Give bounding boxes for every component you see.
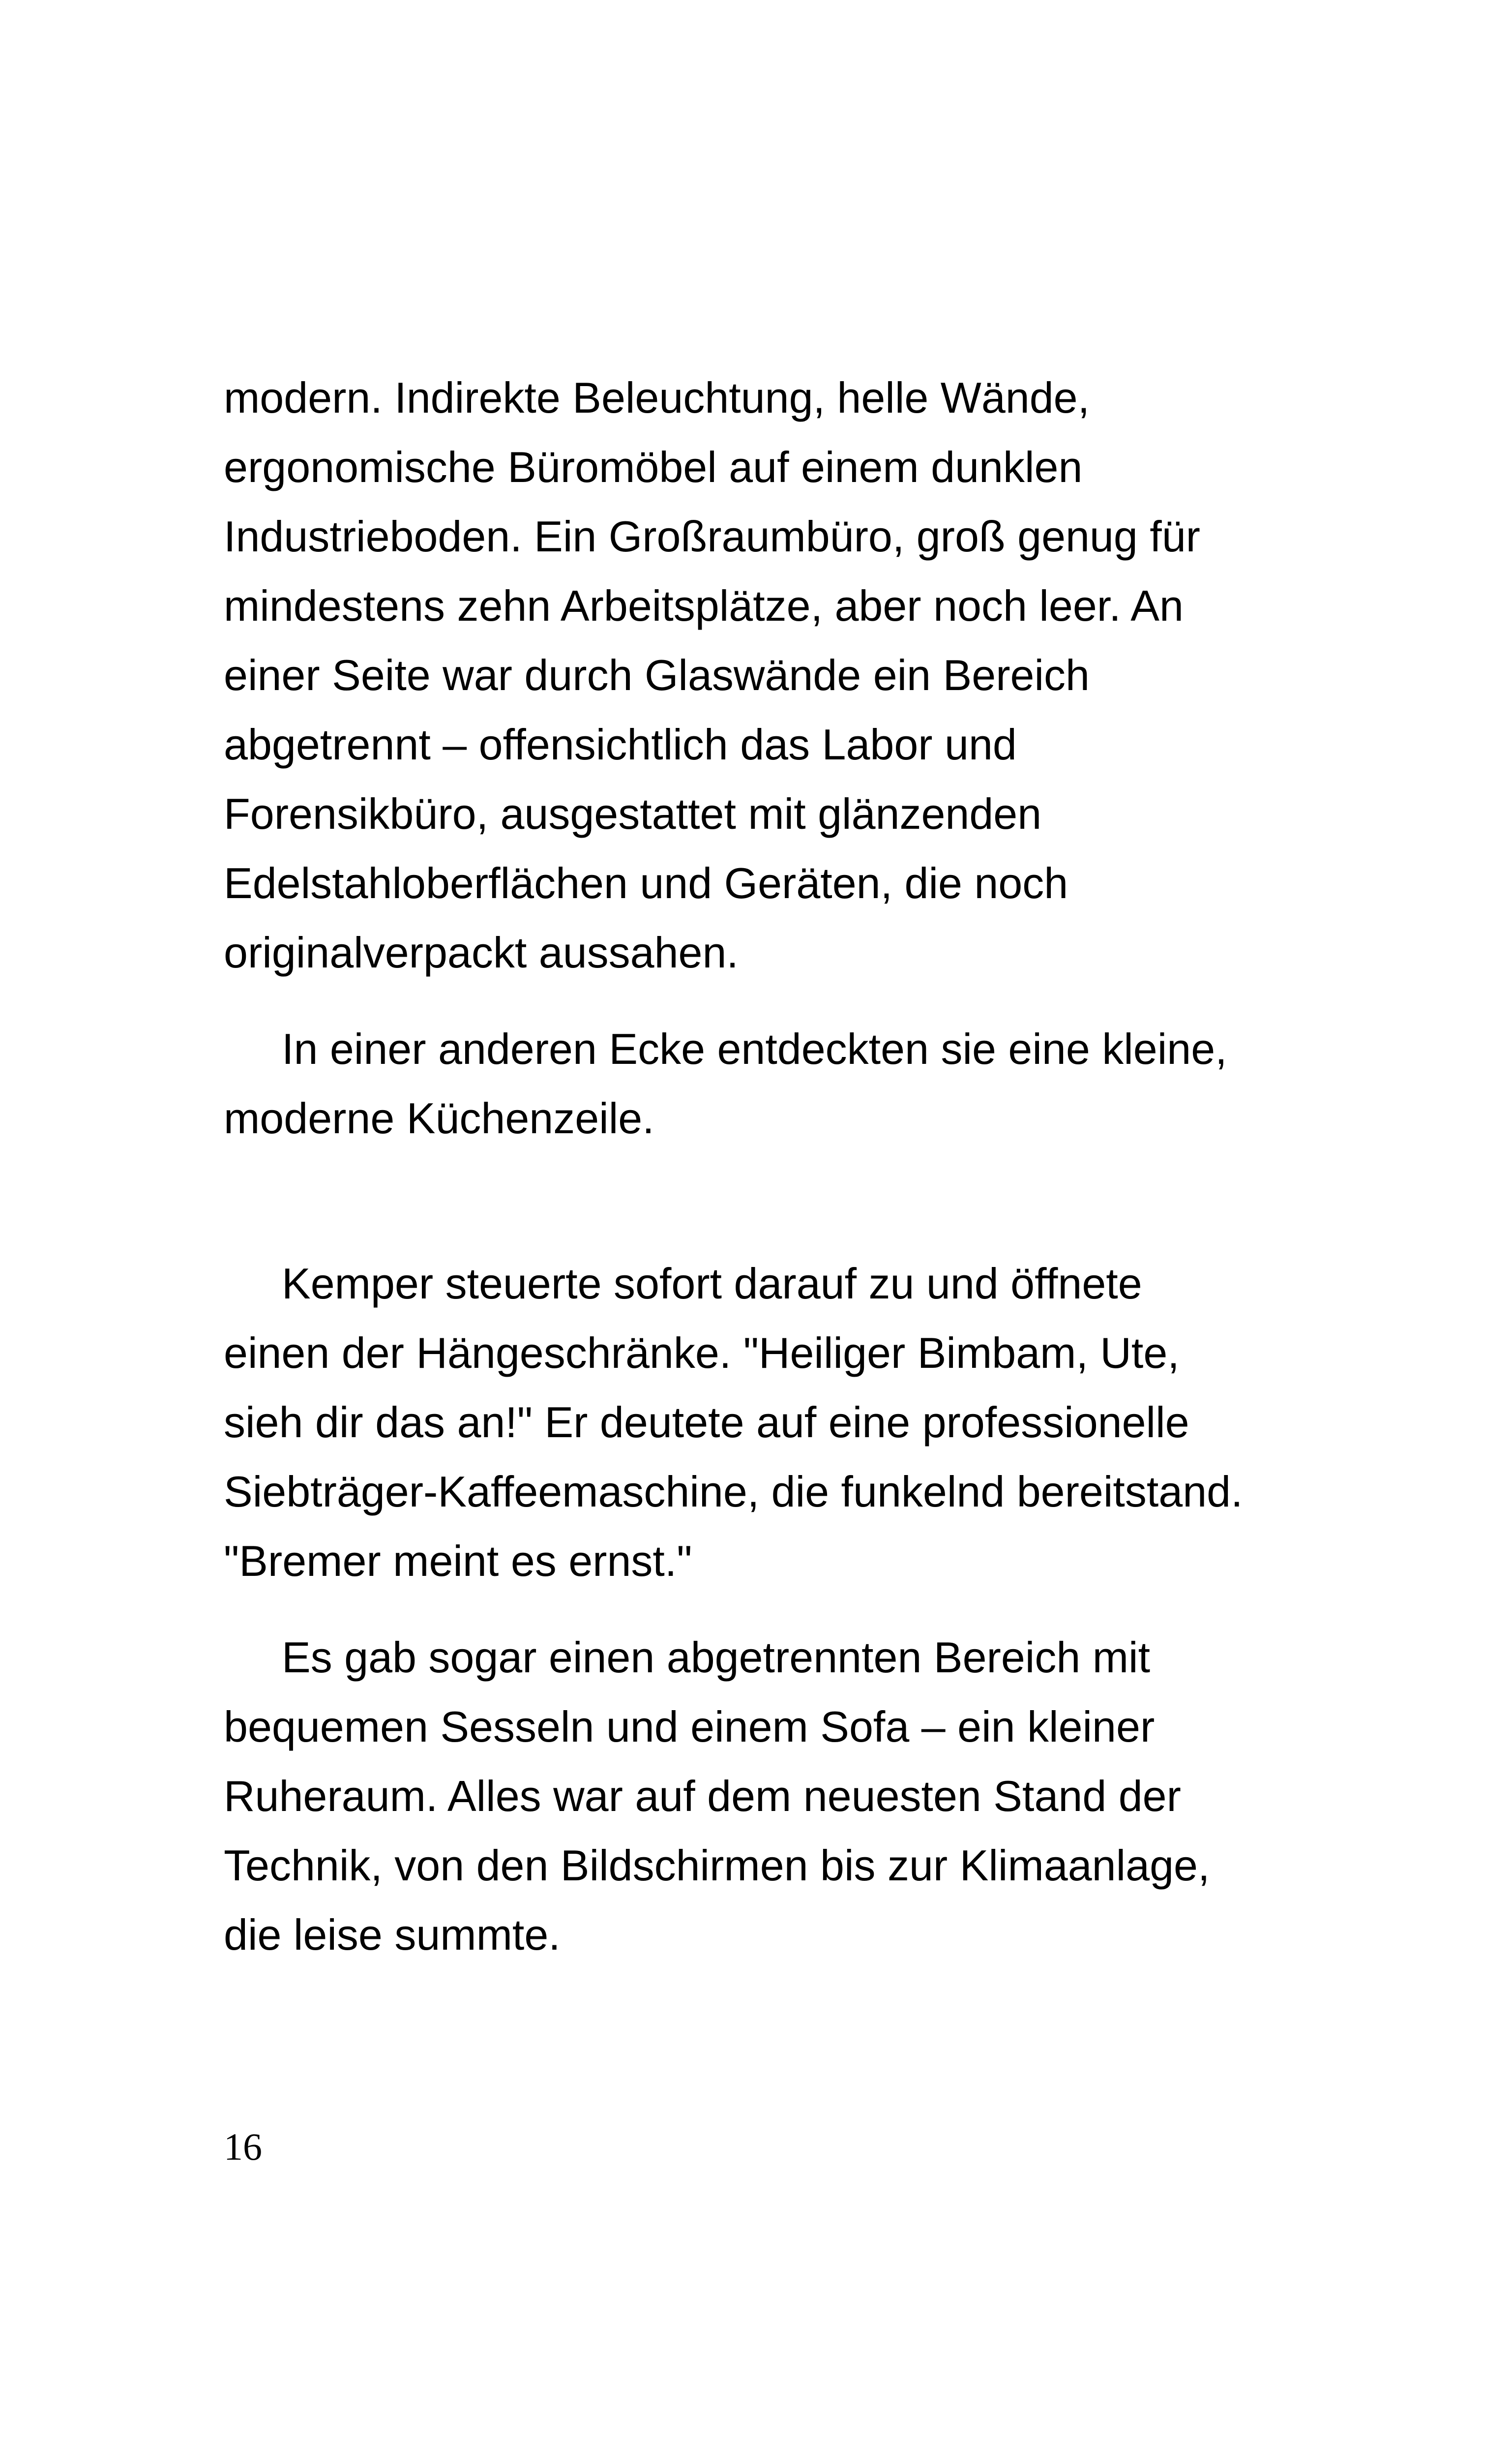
text-line: die leise summte. — [224, 1910, 561, 1959]
text-line: Kemper steuerte sofort darauf zu und öffnete — [282, 1259, 1142, 1308]
paragraph-4 — [224, 1623, 1320, 1969]
page-number: 16 — [224, 2125, 262, 2168]
paragraph-3 — [224, 1249, 1320, 1596]
text-line: Ruheraum. Alles war auf dem neuesten Stand der — [224, 1772, 1181, 1820]
paragraph-1 — [224, 363, 1320, 987]
text-line: modern. Indirekte Beleuchtung, helle Wände, — [224, 373, 1090, 422]
text-line: Es gab sogar einen abgetrennten Bereich mit — [282, 1633, 1151, 1682]
body-text — [224, 363, 1320, 1996]
text-line: sieh dir das an!" Er deutete auf eine professionelle — [224, 1398, 1189, 1447]
text-line: bequemen Sesseln und einem Sofa – ein kleiner — [224, 1702, 1155, 1751]
text-line: einen der Hängeschränke. "Heiliger Bimbam, Ute, — [224, 1328, 1180, 1377]
text-line: moderne Küchenzeile. — [224, 1094, 654, 1143]
text-line: Edelstahloberflächen und Geräten, die noch — [224, 859, 1068, 907]
text-line: "Bremer meint es ernst." — [224, 1537, 692, 1585]
text-line: Forensikbüro, ausgestattet mit glänzenden — [224, 789, 1042, 838]
text-line: Technik, von den Bildschirmen bis zur Klimaanlage, — [224, 1841, 1210, 1890]
text-line: abgetrennt – offensichtlich das Labor und — [224, 720, 1017, 769]
paragraph-2 — [224, 1014, 1320, 1153]
text-line: In einer anderen Ecke entdeckten sie eine kleine, — [282, 1025, 1227, 1073]
text-line: mindestens zehn Arbeitsplätze, aber noch leer. An — [224, 581, 1184, 630]
text-line: ergonomische Büromöbel auf einem dunklen — [224, 443, 1083, 491]
text-line: Industrieboden. Ein Großraumbüro, groß genug für — [224, 512, 1200, 561]
text-line: einer Seite war durch Glaswände ein Bereich — [224, 651, 1090, 699]
text-line: Siebträger-Kaffeemaschine, die funkelnd bereitstand. — [224, 1467, 1243, 1516]
text-line: originalverpackt aussahen. — [224, 928, 739, 977]
